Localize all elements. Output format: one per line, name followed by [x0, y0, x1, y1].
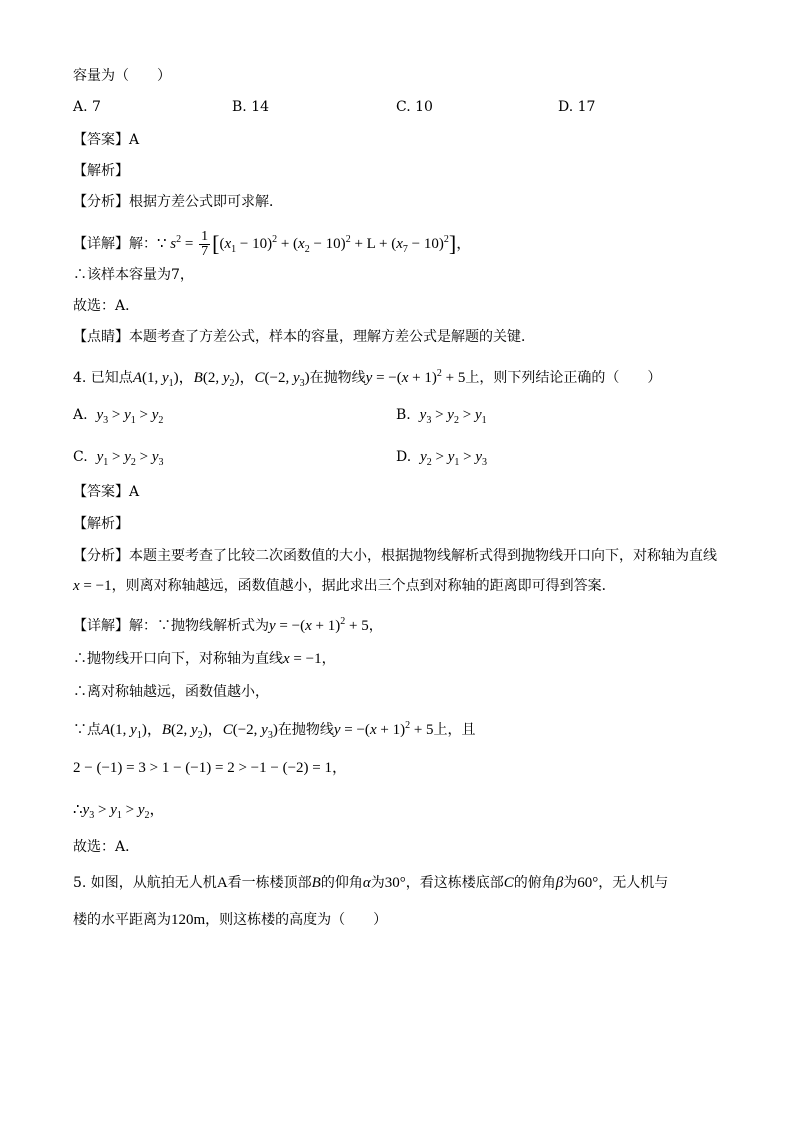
q4-analysis-header: 【解析】: [73, 516, 129, 532]
q4-parabola: $y = -(x + 1)^2 + 5$: [365, 368, 466, 386]
variance-formula: ∵ $s^2$ = $\frac{1}{7}$ $[(x_1 - 10)^2 + (x_2 - 10)^2 + L + (x_7 - 10)^2]$，: [157, 229, 472, 260]
q4-option-c: C. $y_1 > y_2 > y_3$: [73, 449, 164, 468]
q5-distance: 120m: [171, 912, 206, 928]
q4-fenxi-2-line: x = −1，则离对称轴越远，函数值越小，据此求出三个点到对称轴的距离即可得到答案．: [73, 578, 616, 594]
q3-choose: 故选：A．: [73, 298, 140, 314]
q4-line-3: ∴离对称轴越远，函数值越小，: [73, 684, 269, 700]
q3-fenxi: 【分析】根据方差公式即可求解．: [73, 194, 283, 210]
q3-dianjing: 【点睛】本题考查了方差公式，样本的容量，理解方差公式是解题的关键．: [73, 329, 535, 345]
q3-xiangjie-prefix: 【详解】解：: [73, 236, 157, 252]
q4-xiangjie-line: 【详解】解：∵抛物线解析式为$y = -(x + 1)^2 + 5$，: [73, 616, 383, 634]
q3-analysis-header: 【解析】: [73, 163, 129, 179]
q4-stem: [73, 364, 661, 394]
q4-line-2: ∴抛物线开口向下，对称轴为直线x = −1，: [73, 651, 336, 667]
q4-option-a: A. $y_3 > y_1 > y_2$: [73, 407, 164, 426]
q3-option-b: B. 14: [232, 99, 270, 115]
q4-number: 4. 已知点: [73, 370, 133, 386]
q4-distance-compare: 2 − (−1) = 3 > 1 − (−1) = 2 > −1 − (−2) = 1，: [73, 760, 347, 776]
q4-stem-end: 上，则下列结论正确的（ ）: [465, 370, 662, 386]
q3-option-c: C. 10: [396, 99, 433, 115]
q3-option-a: A. 7: [73, 99, 101, 115]
q4-stem-mid: 在抛物线: [309, 370, 366, 386]
q4-fenxi-1: 【分析】本题主要考查了比较二次函数值的大小，根据抛物线解析式得到抛物线开口向下，对称轴为直线: [73, 548, 717, 564]
q3-stem-tail: 容量为（ ）: [73, 68, 171, 84]
q4-option-b: B. $y_3 > y_2 > y_1$: [396, 407, 487, 426]
q4-fenxi-2: ，则离对称轴越远，函数值越小，据此求出三个点到对称轴的距离即可得到答案．: [111, 578, 616, 594]
q5-line-1: 5. 如图，从航拍无人机A看一栋楼顶部B的仰角α为30°，看这栋楼底部C的俯角β为60°，无人机与: [73, 875, 669, 891]
q3-conclusion: ∴该样本容量为7，: [73, 267, 194, 283]
q5-beta-value: 60°: [577, 875, 599, 891]
q4-line-4: ∵点A(1, $y_1$)，B(2, $y_2$)，C(−2, $y_3$)在抛物线$y = -(x + 1)^2 + 5$上，且: [73, 720, 476, 741]
q5-line-2: 楼的水平距离为120m，则这栋楼的高度为（ ）: [73, 912, 388, 928]
q4-choose: 故选：A．: [73, 839, 140, 855]
q4-option-d: D. $y_2 > y_1 > y_3$: [396, 449, 488, 468]
q3-answer: 【答案】A: [73, 132, 140, 148]
q3-option-d: D. 17: [558, 99, 596, 115]
q4-result: $\therefore y_3 > y_1 > y_2$，: [73, 802, 165, 821]
q5-alpha-value: 30°: [384, 875, 406, 891]
q4-answer: 【答案】A: [73, 484, 140, 500]
q4-points: A(1, $y_1$)，B(2, $y_2$)，C(−2, $y_3$): [132, 370, 310, 389]
q3-xiangjie: [73, 222, 471, 258]
